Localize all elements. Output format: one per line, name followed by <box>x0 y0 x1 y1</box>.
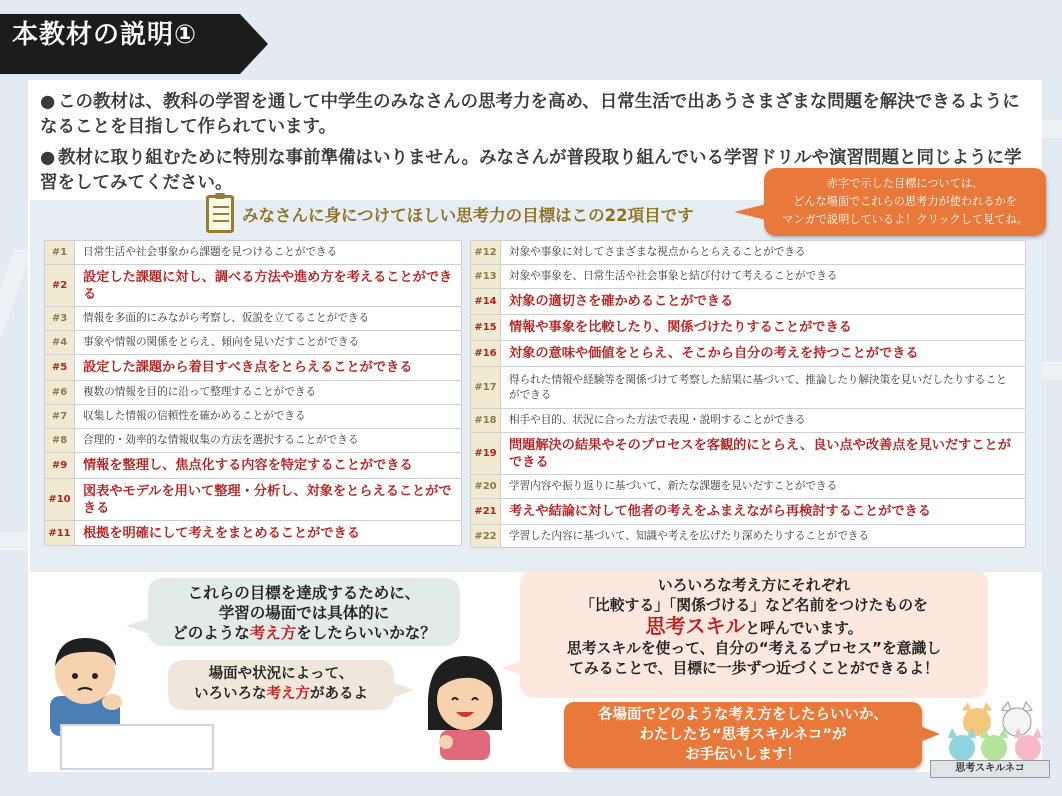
goal-row <box>44 428 462 452</box>
goal-text: 合理的・効率的な情報収集の方法を選択することができる <box>83 434 359 446</box>
goal-text[interactable]: 情報を整理し、焦点化する内容を特定することができる <box>83 458 413 473</box>
goal-number: #20 <box>471 475 501 498</box>
goal-text: 対象や事象を、日常生活や社会事象と結び付けて考えることができる <box>509 270 838 282</box>
goal-row <box>44 306 462 330</box>
goal-text: 学習内容や振り返りに基づいて、新たな課題を見いだすことができる <box>509 480 838 492</box>
goal-number: #6 <box>45 381 75 404</box>
goal-number: #16 <box>471 341 501 366</box>
desk-illustration <box>60 724 214 770</box>
goal-text[interactable]: 考えや結論に対して他者の考えをふまえながら再検討することができる <box>509 504 931 519</box>
goal-text: 得られた情報や経験等を関係づけて考察した結果に基づいて、推論したり解決策を見いだしたりすることができる <box>509 373 1007 401</box>
goal-text[interactable]: 設定した課題から着目すべき点をとらえることができる <box>83 360 413 375</box>
girl-speech-bubble: 場面や状況によって、 いろいろな考え方があるよ <box>168 660 394 710</box>
goal-number: #12 <box>471 241 501 264</box>
girl-illustration <box>420 650 510 760</box>
clipboard-icon <box>206 195 234 233</box>
goal-row[interactable] <box>470 288 1026 314</box>
goal-text: 学習した内容に基づいて、知識や考えを広げたり深めたりすることができる <box>509 529 869 542</box>
goal-number: #22 <box>471 525 501 547</box>
goal-text[interactable]: 対象の意味や価値をとらえ、そこから自分の考えを持つことができる <box>509 346 919 361</box>
goal-row <box>470 264 1026 288</box>
bullet-dot-icon: ● <box>40 148 56 168</box>
goal-row <box>44 330 462 354</box>
goal-text[interactable]: 根拠を明確にして考えをまとめることができる <box>83 525 360 541</box>
goal-number: #21 <box>471 499 501 524</box>
goal-text: 相手や目的、状況に合った方法で表現・説明することができる <box>509 414 806 426</box>
goals-heading: みなさんに身につけてほしい思考力の目標はこの22項目です <box>206 188 694 240</box>
boy-illustration <box>40 626 140 736</box>
goal-row[interactable] <box>470 432 1026 474</box>
page-title: 本教材の説明① <box>12 20 198 50</box>
goal-text: 収集した情報の信頼性を確かめることができる <box>83 410 306 422</box>
goal-text: 事象や情報の関係をとらえ、傾向を見いだすことができる <box>83 336 360 348</box>
goal-text[interactable]: 情報や事象を比較したり、関係づけたりすることができる <box>509 320 852 335</box>
goal-number: #19 <box>471 433 501 474</box>
goal-row <box>44 240 462 264</box>
goal-row <box>470 524 1026 548</box>
goal-number: #2 <box>45 265 75 306</box>
goal-row[interactable] <box>44 354 462 380</box>
goal-number: #1 <box>45 241 75 264</box>
goal-text: 対象や事象に対してさまざまな視点からとらえることができる <box>509 246 806 258</box>
goal-row[interactable] <box>44 478 462 520</box>
intro-bullet-1: ● この教材は、教科の学習を通して中学生のみなさんの思考力を高め、日常生活で出あうさまざまな問題を解決できるようになることを目指して作られています。 <box>40 92 1020 137</box>
goal-text: 複数の情報を目的に沿って整理することができる <box>83 386 317 398</box>
intro-bullet-2: ● 教材に取り組むために特別な事前準備はいりません。みなさんが普段取り組んでいる学習ドリルや演習問題と同じように学習をしてみてください。 <box>40 148 1022 193</box>
goal-number: #3 <box>45 307 75 330</box>
goal-row[interactable] <box>470 340 1026 366</box>
goal-number: #10 <box>45 479 75 520</box>
goal-number: #15 <box>471 315 501 340</box>
goal-row <box>44 380 462 404</box>
goal-number: #8 <box>45 429 75 452</box>
goal-text: 情報を多面的にみながら考察し、仮説を立てることができる <box>83 312 370 324</box>
goal-row <box>470 240 1026 264</box>
goal-text[interactable]: 対象の適切さを確かめることができる <box>509 294 734 309</box>
goal-row[interactable] <box>44 264 462 306</box>
cat-nameplate: 思考スキルネコ <box>930 760 1050 778</box>
goal-row[interactable] <box>470 498 1026 524</box>
manga-callout[interactable]: 赤字で示した目標については、 どんな場面でこれらの思考力が使われるかを マンガで説明しているよ！クリックして見てね。 <box>764 168 1046 236</box>
goal-number: #7 <box>45 405 75 428</box>
goal-row <box>470 408 1026 432</box>
goals-list-left <box>44 240 462 546</box>
goal-text: 日常生活や社会事象から課題を見つけることができる <box>83 246 338 258</box>
goal-row[interactable] <box>470 314 1026 340</box>
neko-help-bubble: 各場面でどのような考え方をしたらいいか、 わたしたち“思考スキルネコ”が お手伝いします！ <box>564 702 922 768</box>
goal-text[interactable]: 設定した課題に対し、調べる方法や進め方を考えることができる <box>83 269 453 302</box>
goal-text[interactable]: 図表やモデルを用いて整理・分析し、対象をとらえることができる <box>83 483 452 516</box>
boy-speech-bubble: これらの目標を達成するために、 学習の場面では具体的に どのような考え方をしたらいいかな？ <box>148 578 460 646</box>
goal-row[interactable] <box>44 520 462 546</box>
goals-list-right <box>470 240 1026 548</box>
goal-row <box>470 474 1026 498</box>
goal-number: #18 <box>471 409 501 432</box>
goal-row <box>44 404 462 428</box>
goal-number: #17 <box>471 367 501 408</box>
goal-row[interactable] <box>44 452 462 478</box>
goal-number: #13 <box>471 265 501 288</box>
goal-number: #11 <box>45 521 75 545</box>
goal-text[interactable]: 問題解決の結果やそのプロセスを客観的にとらえ、良い点や改善点を見いだすことができる <box>509 437 1011 470</box>
bullet-dot-icon: ● <box>40 92 56 112</box>
goal-number: #14 <box>471 289 501 314</box>
thinking-skill-bubble: いろいろな考え方にそれぞれ 「比較する」「関係づける」など名前をつけたものを 思考スキルと呼んでいます。 思考スキルを使って、自分の“考えるプロセス”を意識し てみることで、目標に一歩ずつ近づくことができるよ！ <box>520 570 988 698</box>
goal-number: #5 <box>45 355 75 380</box>
goal-number: #9 <box>45 453 75 478</box>
goal-number: #4 <box>45 331 75 354</box>
goal-row <box>470 366 1026 408</box>
